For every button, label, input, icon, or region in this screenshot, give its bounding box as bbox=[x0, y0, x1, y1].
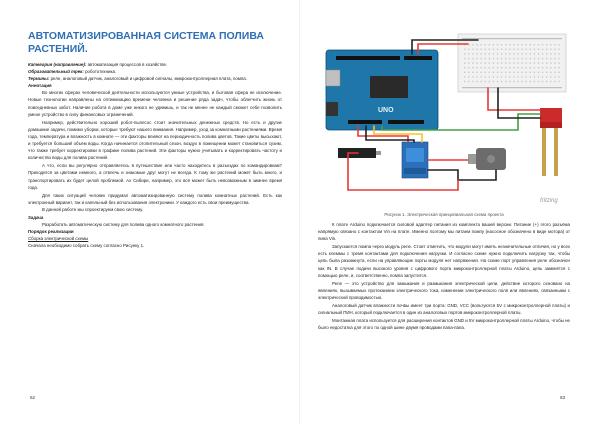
right-paragraph-5: Монтажная плата используется для расширения контактов GND и 5V микроконтроллерной платы Arduino, чтобы не было недостатка для этого по одной шине двумя проводами папа-папа. bbox=[318, 318, 570, 331]
annotation-paragraph-2: Например, действительно хороший робот-пылесос стоит значительных денежных средств. Но есть и другие домашние задачи, помимо уборки, которые требуют нашего внимания. Например, уход за комнатными растениями. Время года, температура и влажность в комнате — эти факторы влияют на периодичность полива цветов. Такие цветы высыхают, и требуется больший объём воды. Когда начинается отопительный сезон, воздух в помещении может становиться сухим, что также требует корректировки в графике полива растений. Эти факторы нужно учитывать и корректировать частоту и количество воды для полива растений. bbox=[28, 119, 282, 161]
wiring-diagram-figure bbox=[318, 30, 570, 208]
document-title: АВТОМАТИЗИРОВАННАЯ СИСТЕМА ПОЛИВА РАСТЕНИЙ. bbox=[28, 30, 264, 55]
right-page bbox=[300, 0, 600, 424]
breadboard bbox=[458, 34, 566, 92]
right-paragraph-4: Аналоговый датчик влажности почвы имеет три порта: GND, VCC (вольтуются 5V с микроконтроллерной платы) и сигнальный ПИН, который подключается в один из аналоговых портов микроконтроллерной платы. bbox=[318, 303, 570, 316]
page-number-left: 62 bbox=[30, 395, 36, 400]
task-text: Разработать автоматическую систему для полива одного комнатного растения. bbox=[42, 222, 205, 228]
meta-category: Категория (направление): автоматизация процессов в хозяйстве. bbox=[28, 62, 168, 67]
annotation-paragraph-3: А что, если вы регулярно отправляетесь в путешествие или часто находитесь в разъездах по командировкам? Приходится за цветами немного, а отвлечь и знакомые друг могут не всегда. К тому же растений может быть много, и транспортировать их будет целой проблемой. Ах Сибири, например, это всё может быть невозможным в зимнее время года. bbox=[28, 163, 282, 190]
fritzing-watermark: fritzing bbox=[540, 198, 558, 204]
task-heading: Задача bbox=[28, 214, 44, 220]
annotation-paragraph-4: Для таких ситуаций человек придумал автоматизированную систему полива комнатных растений. Есть как электронный вариант, так и капельный без использования электроники. У каждого есть свои преимущества. bbox=[28, 192, 282, 205]
meta-terms: Термины: реле, аналоговый датчик, аналоговый и цифровой сигналы, микроконтроллерная плата, помпа. bbox=[28, 76, 247, 82]
annotation-paragraph-5: В данной работе мы спроектируем свою систему. bbox=[42, 206, 144, 212]
wiring-diagram-illustration bbox=[318, 30, 570, 208]
svg-text:UNO: UNO bbox=[378, 107, 394, 114]
right-paragraph-3: Реле — это устройство для замыкания и размыкания электрической цепи, действие которого основано на явлениях, вызываемых протеканием электрического тока, изменении электрического поля или явлениях, связанными с электрической проводимостью. bbox=[318, 280, 570, 300]
right-paragraph-2: Запускается помпа через модуль реле. Стоит отметить, что модули могут иметь незначительные отличия, но у всех есть клеммы с тремя контактами для подключения нагрузки. И согласно схеме нужно подключить нагрузку так, чтобы цепь была разомкнута, если на управляющие порты модуля нет напряжения. На схеме порт управления реле обозначен как IN. В случае подачи высокого уровня с цифрового порта микроконтроллерной платы Arduino, цепь замкнётся с помощью реле, и, соответственно, помпа запустится. bbox=[318, 244, 570, 278]
page-number-right: 63 bbox=[560, 395, 566, 400]
meta-track: Образовательный трек: робототехника. bbox=[28, 69, 117, 75]
annotation-paragraph-1: Во многих сферах человеческой деятельности используются умные устройства, и бытовая сфера не исключение. Новые технологии направлены на оптимизацию времени человека и решение ряда задач, чтобы облегчить жизнь от повседневных забот. Наличие робота в доме уже никого не удивишь, и так не менее не каждый сможет себе позволить умное устройство в силу финансовых ограничений. bbox=[28, 90, 282, 117]
annotation-heading: Аннотация bbox=[28, 83, 52, 89]
moisture-sensor-module bbox=[540, 108, 562, 122]
right-paragraph-1: К плате Arduino подключается силовой адаптер питания из комплекта вашей версии. Питание (+) этого разъёма напрямую связано с контактом Vin на плате. Именно поэтому мы питаем помпу (насосное обозначено в виде мотора) от пина Vin. bbox=[318, 222, 570, 242]
order-text: Сначала необходимо собрать схему согласно Рисунку 1. bbox=[28, 243, 145, 249]
order-heading: Порядок реализации bbox=[28, 229, 74, 235]
order-link: Сборка электрической схемы bbox=[28, 236, 89, 242]
figure-caption: Рисунок 1. Электрическая принципиальная схема проекта bbox=[384, 212, 504, 217]
